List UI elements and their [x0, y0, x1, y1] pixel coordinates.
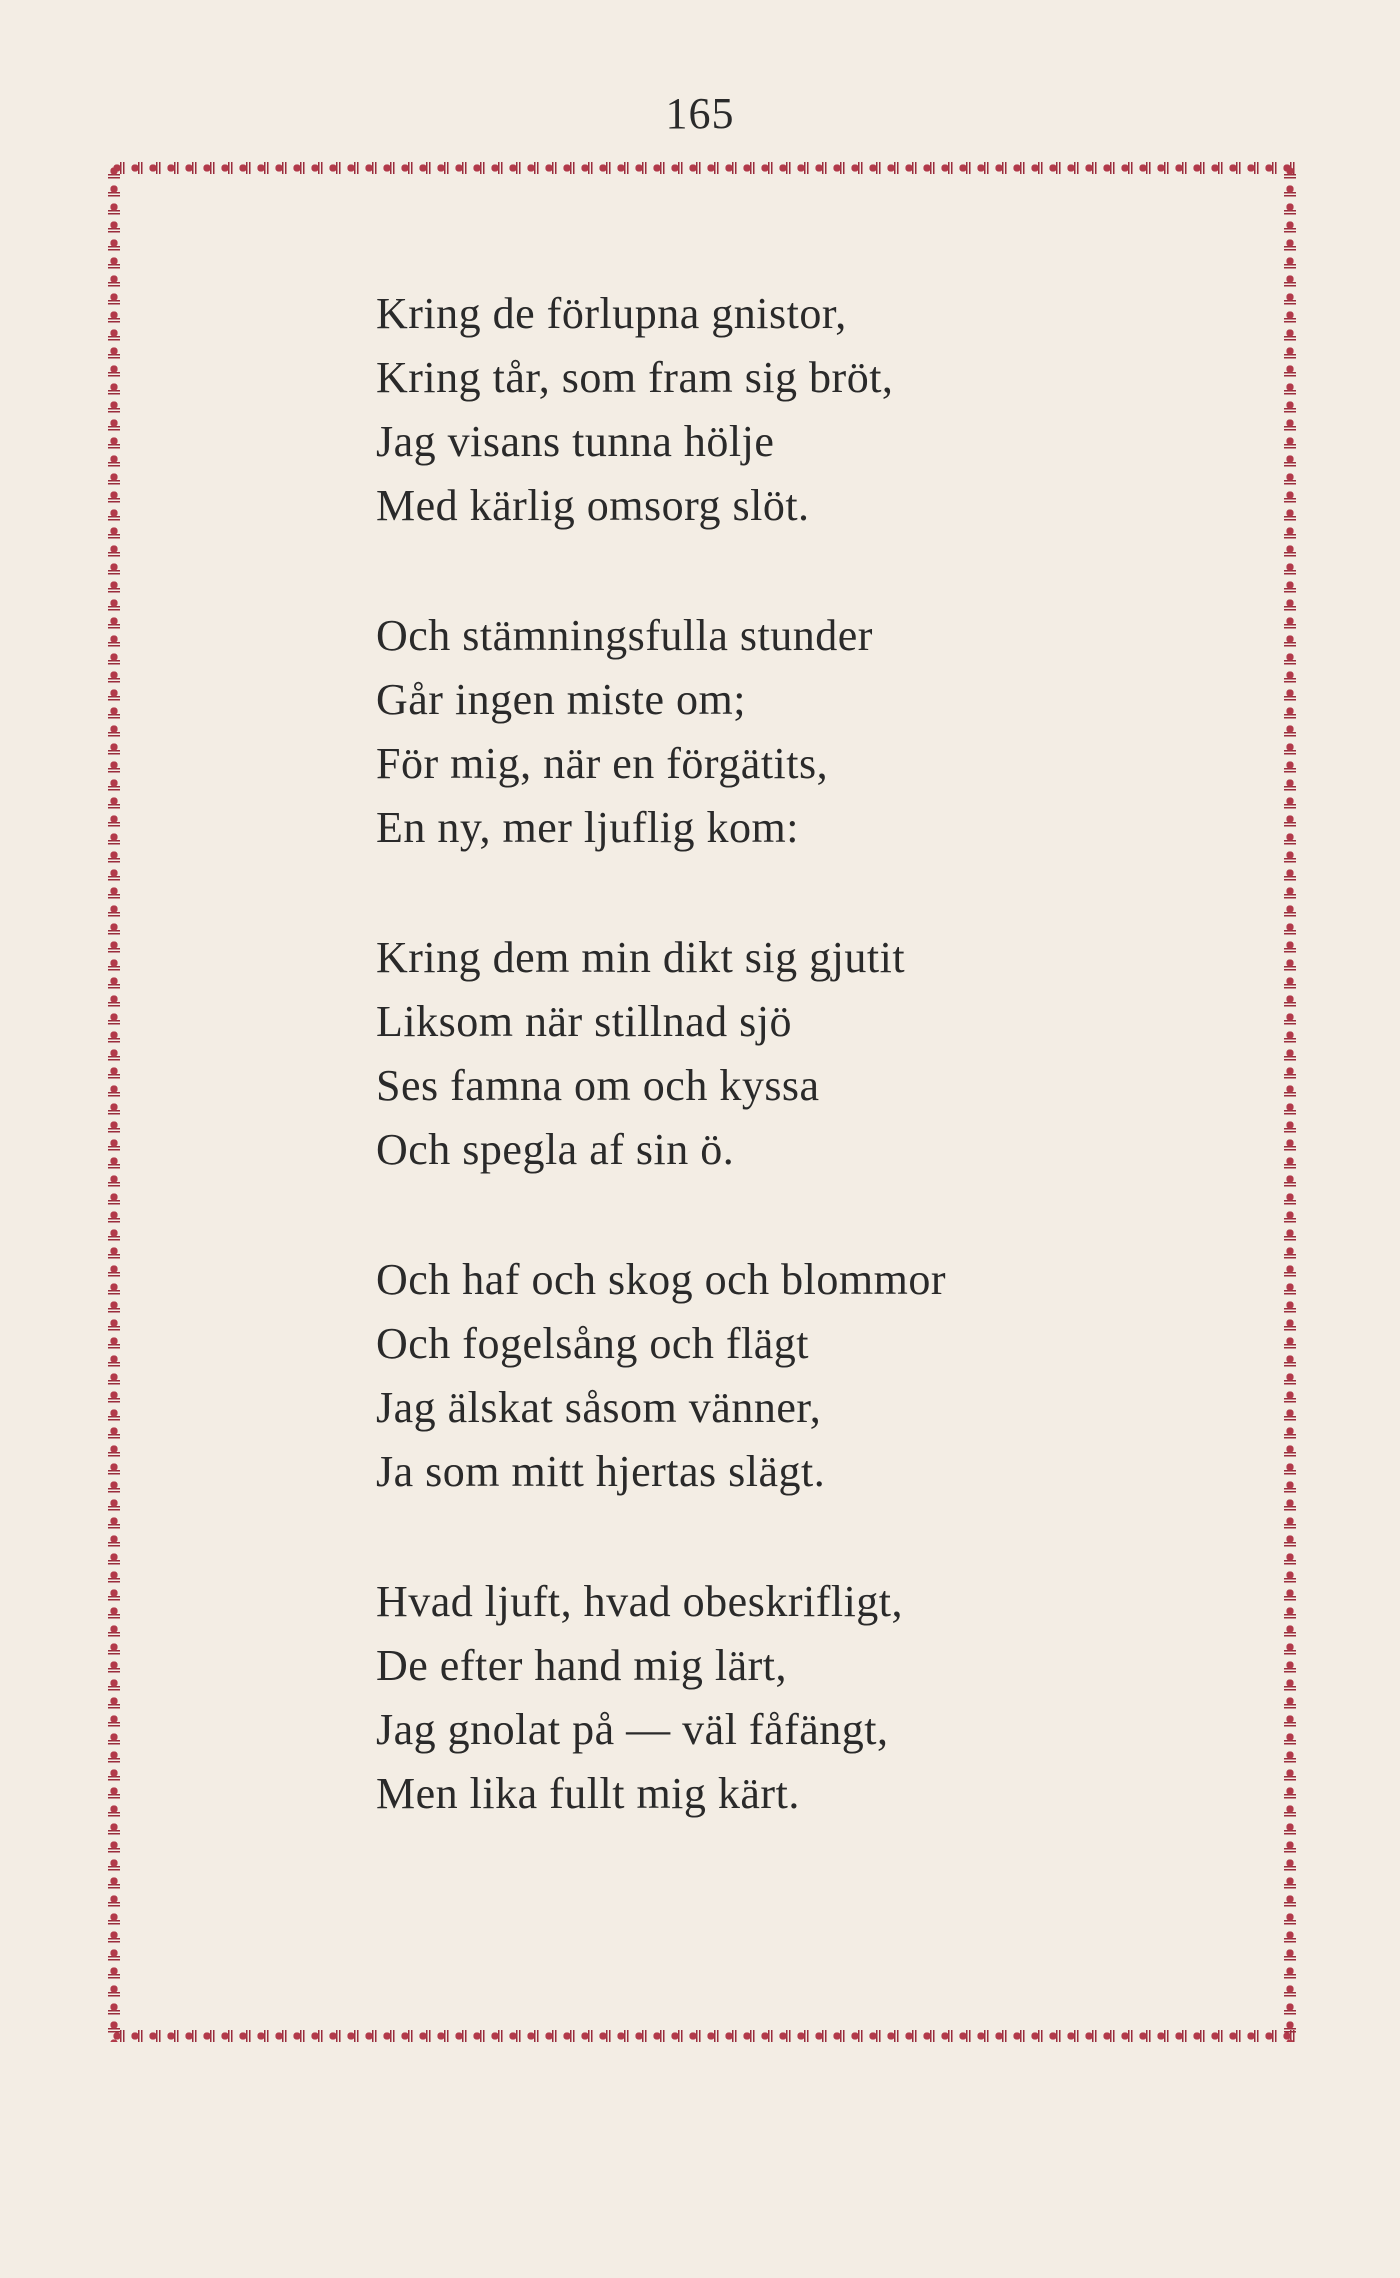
ornamental-border-left	[108, 162, 120, 2042]
poem-line: Ses famna om och kyssa	[376, 1061, 820, 1110]
stanza-4	[376, 1248, 1196, 1504]
poem-line: Kring de förlupna gnistor,	[376, 289, 847, 338]
poem-line: Kring tår, som fram sig bröt,	[376, 353, 894, 402]
ornamental-border-right	[1284, 162, 1296, 2042]
poem-line: Och fogelsång och flägt	[376, 1319, 810, 1368]
poem	[376, 282, 1196, 1892]
poem-line: Och haf och skog och blommor	[376, 1255, 946, 1304]
poem-line: Hvad ljuft, hvad obeskrifligt,	[376, 1577, 904, 1626]
poem-line: En ny, mer ljuflig kom:	[376, 803, 799, 852]
poem-line: För mig, när en förgätits,	[376, 739, 829, 788]
poem-line: Och stämningsfulla stunder	[376, 611, 873, 660]
poem-line: Jag älskat såsom vänner,	[376, 1383, 822, 1432]
poem-line: Och spegla af sin ö.	[376, 1125, 735, 1174]
poem-line: Med kärlig omsorg slöt.	[376, 481, 810, 530]
ornamental-border-top	[108, 162, 1296, 174]
poem-line: Går ingen miste om;	[376, 675, 746, 724]
stanza-2	[376, 604, 1196, 860]
poem-line: De efter hand mig lärt,	[376, 1641, 788, 1690]
stanza-3	[376, 926, 1196, 1182]
poem-line: Jag gnolat på — väl fåfängt,	[376, 1705, 889, 1754]
poem-line: Kring dem min dikt sig gjutit	[376, 933, 906, 982]
page-number: 165	[665, 89, 735, 138]
poem-line: Ja som mitt hjertas slägt.	[376, 1447, 826, 1496]
poem-line: Liksom när stillnad sjö	[376, 997, 793, 1046]
poem-line: Men lika fullt mig kärt.	[376, 1769, 800, 1818]
stanza-1	[376, 282, 1196, 538]
ornamental-border-bottom	[108, 2030, 1296, 2042]
stanza-5	[376, 1570, 1196, 1826]
poem-line: Jag visans tunna hölje	[376, 417, 775, 466]
